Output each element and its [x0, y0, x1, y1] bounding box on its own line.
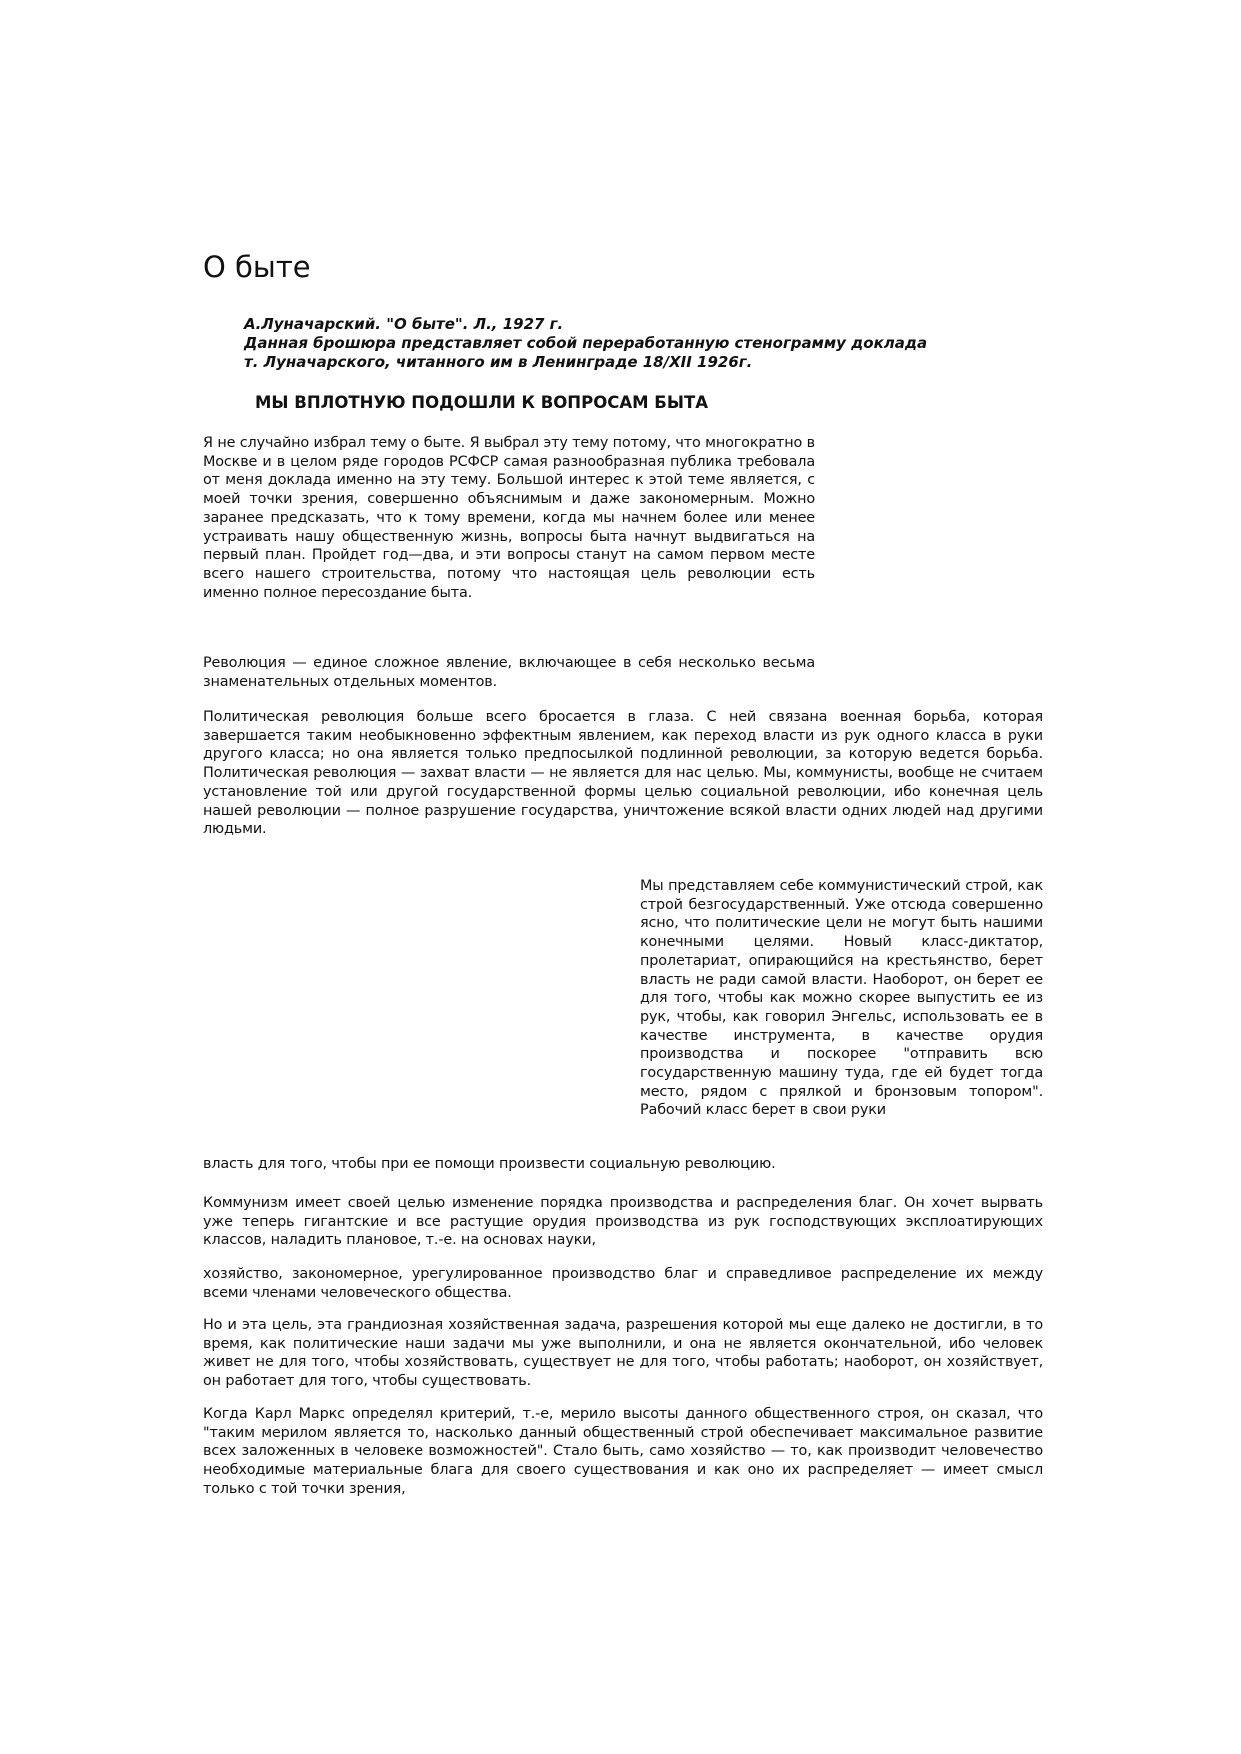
paragraph: Революция — единое сложное явление, включающее в себя несколько весьма знаменательных отдельных моментов.: [203, 655, 815, 690]
paragraph: Когда Карл Маркс определял критерий, т.-е, мерило высоты данного общественного строя, он сказал, что "таким мерилом является то, насколько данный общественный строй обеспечивает максимальное развитие всех заложенных в человеке возможностей". Стало быть, само хозяйство — то, как производит человечество необходимые материальные блага для своего существования и как оно их распределяет — имеет смысл только с той точки зрения,: [203, 1406, 1043, 1497]
source-line: А.Луначарский. "О быте". Л., 1927 г.: [244, 315, 564, 333]
source-note: [244, 315, 964, 372]
source-line: Данная брошюра представляет собой переработанную стенограмму доклада: [244, 334, 928, 352]
paragraph: Но и эта цель, эта грандиозная хозяйственная задача, разрешения которой мы еще далеко не достигли, в то время, как политические наши задачи мы уже выполнили, и она не является окончательной, ибо человек живет не для того, чтобы хозяйствовать, существует не для того, чтобы работать; наоборот, он хозяйствует, он работает для того, чтобы существовать.: [203, 1317, 1043, 1390]
document-title: О быте: [203, 250, 311, 284]
source-line: т. Луначарского, читанного им в Ленинграде 18/XII 1926г.: [244, 353, 753, 371]
section-heading: МЫ ВПЛОТНУЮ ПОДОШЛИ К ВОПРОСАМ БЫТА: [255, 393, 708, 412]
paragraph: Мы представляем себе коммунистический строй, как строй безгосударственный. Уже отсюда совершенно ясно, что политические цели не могут быть нашими конечными целями. Новый класс-диктатор, пролетариат, опирающийся на крестьянство, берет власть не ради самой власти. Наоборот, он берет ее для того, чтобы как можно скорее выпустить ее из рук, чтобы, как говорил Энгельс, использовать ее в качестве инструмента, в качестве орудия производства и поскорее "отправить всю государственную машину туда, где ей будет тогда место, рядом с прялкой и бронзовым топором". Рабочий класс берет в свои руки: [640, 878, 1043, 1119]
paragraph: власть для того, чтобы при ее помощи произвести социальную революцию.: [203, 1156, 776, 1172]
paragraph: Коммунизм имеет своей целью изменение порядка производства и распределения благ. Он хочет вырвать уже теперь гигантские и все растущие орудия производства из рук господствующих эксплоатирующих классов, наладить плановое, т.-е. на основах науки,: [203, 1195, 1043, 1249]
paragraph: Политическая революция больше всего бросается в глаза. С ней связана военная борьба, которая завершается таким необыкновенно эффектным явлением, как переход власти из рук одного класса в руки другого класса; но она является только предпосылкой подлинной революции, за которую ведется борьба. Политическая революция — захват власти — не является для нас целью. Мы, коммунисты, вообще не считаем установление той или другой государственной формы целью социальной революции, ибо конечная цель нашей революции — полное разрушение государства, уничтожение всякой власти одних людей над другими людьми.: [203, 709, 1043, 838]
paragraph: хозяйство, закономерное, урегулированное производство благ и справедливое распределение их между всеми членами человеческого общества.: [203, 1266, 1043, 1301]
paragraph: Я не случайно избрал тему о быте. Я выбрал эту тему потому, что многократно в Москве и в целом ряде городов РСФСР самая разнообразная публика требовала от меня доклада именно на эту тему. Большой интерес к этой теме является, с моей точки зрения, совершенно объяснимым и даже закономерным. Можно заранее предсказать, что к тому времени, когда мы начнем более или менее устраивать нашу общественную жизнь, вопросы быта начнут выдвигаться на первый план. Пройдет год—два, и эти вопросы станут на самом первом месте всего нашего строительства, потому что настоящая цель революции есть именно полное пересоздание быта.: [203, 435, 815, 601]
